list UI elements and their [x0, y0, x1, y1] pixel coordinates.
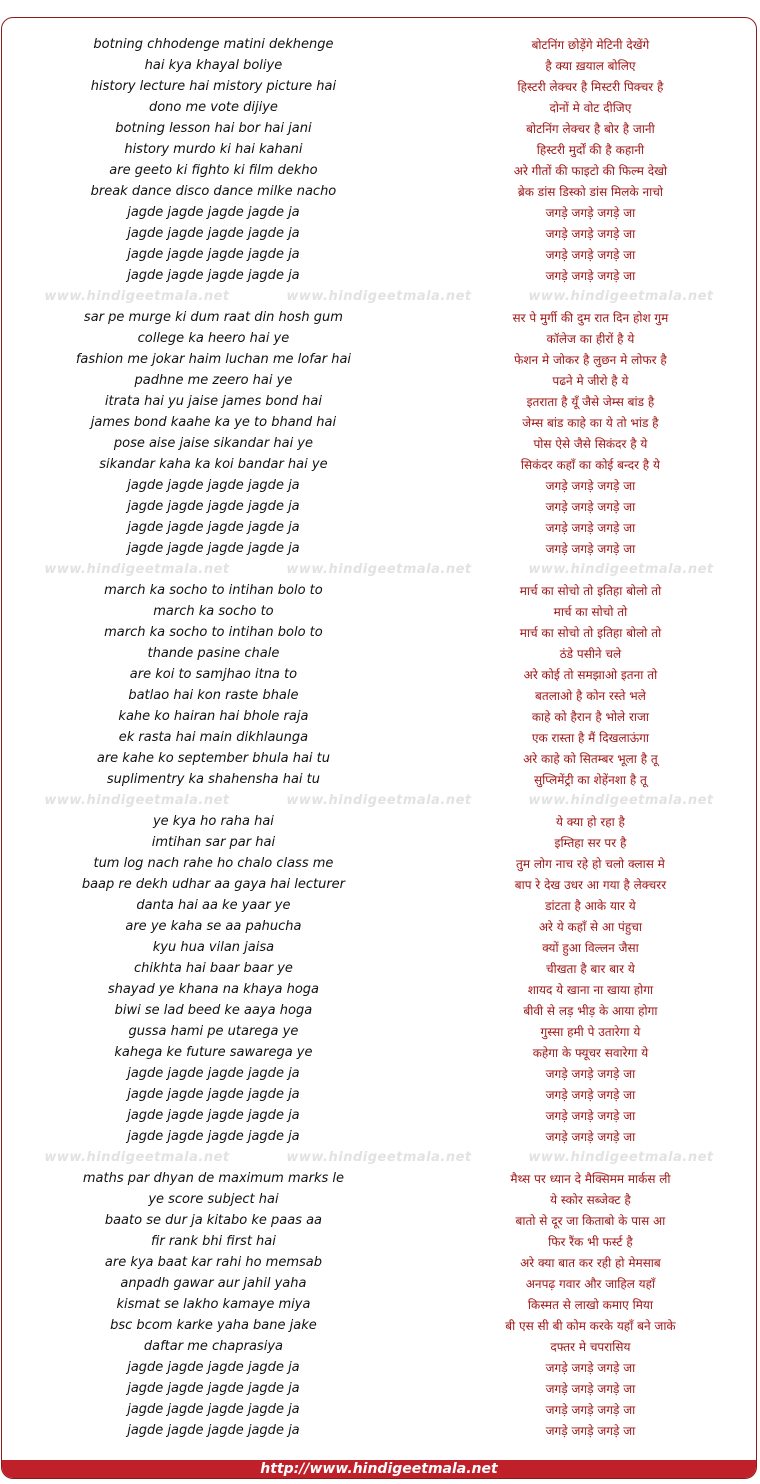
romanized-lyric: batlao hai kon raste bhale	[128, 688, 299, 703]
hindi-lyric: जगड़े जगड़े जगड़े जा	[545, 479, 636, 493]
romanized-lyric: jagde jagde jagde jagde ja	[127, 205, 300, 220]
romanized-lyric: ye score subject hai	[148, 1192, 279, 1207]
watermark-text: www.hindigeetmala.net	[286, 562, 472, 577]
lyric-line	[2, 1357, 756, 1378]
watermark-text: www.hindigeetmala.net	[44, 793, 230, 808]
lyric-line	[2, 1105, 756, 1126]
hindi-lyric: मार्च का सोचो तो	[553, 605, 628, 619]
lyric-line	[2, 979, 756, 1000]
hindi-lyric: जगड़े जगड़े जगड़े जा	[545, 227, 636, 241]
hindi-lyric: चीखता है बार बार ये	[546, 962, 635, 976]
hindi-lyric: बाप रे देख उधर आ गया है लेक्चरर	[514, 878, 667, 892]
watermark-text: www.hindigeetmala.net	[528, 1150, 714, 1165]
romanized-lyric: jagde jagde jagde jagde ja	[127, 1360, 300, 1375]
lyric-line	[2, 538, 756, 559]
hindi-lyric: फिर रैंक भी फर्स्ट है	[548, 1235, 633, 1249]
lyric-line	[2, 391, 756, 412]
romanized-lyric: are geeto ki fighto ki film dekho	[109, 163, 318, 178]
hindi-lyric: जगड़े जगड़े जगड़े जा	[545, 1067, 636, 1081]
romanized-lyric: jagde jagde jagde jagde ja	[127, 1129, 300, 1144]
romanized-lyric: jagde jagde jagde jagde ja	[127, 520, 300, 535]
lyric-line	[2, 1294, 756, 1315]
lyric-line	[2, 1084, 756, 1105]
hindi-lyric: हिस्टरी मुर्दों की है कहानी	[536, 143, 645, 157]
lyric-line	[2, 1378, 756, 1399]
hindi-lyric: अरे ये कहाँ से आ पंहुचा	[538, 920, 642, 934]
watermark-text: www.hindigeetmala.net	[44, 1150, 230, 1165]
hindi-lyric: जगड़े जगड़े जगड़े जा	[545, 269, 636, 283]
romanized-lyric: kahega ke future sawarega ye	[114, 1045, 313, 1060]
lyric-line	[2, 496, 756, 517]
lyric-line	[2, 685, 756, 706]
hindi-lyric: सुप्लिमेंट्री का शेहेंनशा है तू	[534, 773, 647, 787]
lyric-line	[2, 370, 756, 391]
lyric-line	[2, 1000, 756, 1021]
romanized-lyric: chikhta hai baar baar ye	[133, 961, 293, 976]
hindi-lyric: तुम लोग नाच रहे हो चलो क्लास मे	[516, 857, 665, 871]
watermark-row	[2, 559, 756, 580]
romanized-lyric: suplimentry ka shahensha hai tu	[106, 772, 320, 787]
romanized-lyric: kahe ko hairan hai bhole raja	[118, 709, 309, 724]
romanized-lyric: history murdo ki hai kahani	[124, 142, 303, 157]
watermark-text: www.hindigeetmala.net	[528, 289, 714, 304]
romanized-lyric: jagde jagde jagde jagde ja	[127, 1402, 300, 1417]
hindi-lyric: एक रास्ता है मैं दिखलाऊंगा	[531, 731, 649, 745]
lyrics-content	[2, 34, 756, 1441]
hindi-lyric: बीवी से लड़ भीड़ के आया होगा	[523, 1004, 658, 1018]
lyric-line	[2, 202, 756, 223]
lyric-line	[2, 643, 756, 664]
romanized-lyric: gussa hami pe utarega ye	[128, 1024, 299, 1039]
lyric-line	[2, 1231, 756, 1252]
hindi-lyric: जगड़े जगड़े जगड़े जा	[545, 521, 636, 535]
hindi-lyric: अरे कोई तो समझाओ इतना तो	[523, 668, 658, 682]
lyric-line	[2, 433, 756, 454]
lyric-line	[2, 1336, 756, 1357]
hindi-lyric: ब्रेक डांस डिस्को डांस मिलके नाचो	[517, 185, 663, 199]
hindi-lyric: जगड़े जगड़े जगड़े जा	[545, 206, 636, 220]
lyric-line	[2, 853, 756, 874]
romanized-lyric: jagde jagde jagde jagde ja	[127, 268, 300, 283]
romanized-lyric: jagde jagde jagde jagde ja	[127, 1381, 300, 1396]
romanized-lyric: are ye kaha se aa pahucha	[125, 919, 302, 934]
lyric-line	[2, 412, 756, 433]
watermark-text: www.hindigeetmala.net	[528, 793, 714, 808]
lyric-line	[2, 160, 756, 181]
romanized-lyric: jagde jagde jagde jagde ja	[127, 247, 300, 262]
hindi-lyric: जगड़े जगड़े जगड़े जा	[545, 248, 636, 262]
lyric-line	[2, 517, 756, 538]
romanized-lyric: jagde jagde jagde jagde ja	[127, 1066, 300, 1081]
hindi-lyric: डांटता है आके यार ये	[545, 899, 636, 913]
lyric-line	[2, 601, 756, 622]
hindi-lyric: सर पे मुर्गी की दुम रात दिन होश गुम	[512, 311, 669, 325]
hindi-lyric: शायद ये खाना ना खाया होगा	[527, 983, 654, 997]
romanized-lyric: anpadh gawar aur jahil yaha	[120, 1276, 307, 1291]
watermark-text: www.hindigeetmala.net	[528, 562, 714, 577]
hindi-lyric: जगड़े जगड़े जगड़े जा	[545, 1088, 636, 1102]
romanized-lyric: march ka socho to intihan bolo to	[104, 583, 323, 598]
hindi-lyric: ठंडे पसीने चले	[559, 647, 622, 661]
lyric-line	[2, 580, 756, 601]
lyric-line	[2, 76, 756, 97]
romanized-lyric: bsc bcom karke yaha bane jake	[110, 1318, 317, 1333]
romanized-lyric: itrata hai yu jaise james bond hai	[104, 394, 322, 409]
romanized-lyric: baato se dur ja kitabo ke paas aa	[104, 1213, 323, 1228]
romanized-lyric: imtihan sar par hai	[151, 835, 276, 850]
hindi-lyric: मैथ्स पर ध्यान दे मैक्सिमम मार्कस ली	[510, 1172, 671, 1186]
hindi-lyric: गुस्सा हमी पे उतारेगा ये	[540, 1025, 641, 1039]
footer-bar	[2, 1460, 756, 1478]
hindi-lyric: जगड़े जगड़े जगड़े जा	[545, 1403, 636, 1417]
lyric-line	[2, 139, 756, 160]
romanized-lyric: jagde jagde jagde jagde ja	[127, 541, 300, 556]
hindi-lyric: जगड़े जगड़े जगड़े जा	[545, 1361, 636, 1375]
lyric-line	[2, 706, 756, 727]
lyric-line	[2, 1420, 756, 1441]
hindi-lyric: जगड़े जगड़े जगड़े जा	[545, 1382, 636, 1396]
lyric-line	[2, 958, 756, 979]
romanized-lyric: sar pe murge ki dum raat din hosh gum	[83, 310, 343, 325]
hindi-lyric: है क्या ख़याल बोलिए	[545, 59, 636, 73]
lyric-line	[2, 244, 756, 265]
hindi-lyric: कहेगा के फ्यूचर सवारेगा ये	[532, 1046, 649, 1060]
hindi-lyric: इम्तिहा सर पर है	[554, 836, 627, 850]
lyric-line	[2, 622, 756, 643]
hindi-lyric: अनपढ़ गवार और जाहिल यहाँ	[525, 1277, 656, 1291]
romanized-lyric: hai kya khayal boliye	[144, 58, 283, 73]
hindi-lyric: जगड़े जगड़े जगड़े जा	[545, 500, 636, 514]
romanized-lyric: james bond kaahe ka ye to bhand hai	[90, 415, 337, 430]
watermark-text: www.hindigeetmala.net	[286, 793, 472, 808]
lyric-line	[2, 1126, 756, 1147]
romanized-lyric: shayad ye khana na khaya hoga	[107, 982, 320, 997]
lyric-line	[2, 832, 756, 853]
lyric-line	[2, 664, 756, 685]
hindi-lyric: क्यों हुआ विल्लन जैसा	[542, 941, 639, 955]
hindi-lyric: जगड़े जगड़े जगड़े जा	[545, 542, 636, 556]
hindi-lyric: काहे को हैरान है भोले राजा	[531, 710, 650, 724]
lyric-line	[2, 1273, 756, 1294]
romanized-lyric: biwi se lad beed ke aaya hoga	[114, 1003, 313, 1018]
lyric-line	[2, 1189, 756, 1210]
hindi-lyric: मार्च का सोचो तो इतिहा बोलो तो	[519, 584, 662, 598]
romanized-lyric: kismat se lakho kamaye miya	[116, 1297, 311, 1312]
romanized-lyric: thande pasine chale	[147, 646, 280, 661]
hindi-lyric: फेशन मे जोकर है लुछन मे लोफर है	[514, 353, 667, 367]
hindi-lyric: जगड़े जगड़े जगड़े जा	[545, 1109, 636, 1123]
romanized-lyric: pose aise jaise sikandar hai ye	[113, 436, 313, 451]
watermark-row	[2, 1147, 756, 1168]
lyric-line	[2, 1315, 756, 1336]
hindi-lyric: बातो से दूर जा किताबो के पास आ	[515, 1214, 666, 1228]
romanized-lyric: fashion me jokar haim luchan me lofar hai	[75, 352, 352, 367]
lyric-line	[2, 748, 756, 769]
romanized-lyric: jagde jagde jagde jagde ja	[127, 1087, 300, 1102]
hindi-lyric: सिकंदर कहाँ का कोई बन्दर है ये	[520, 458, 660, 472]
romanized-lyric: jagde jagde jagde jagde ja	[127, 226, 300, 241]
lyric-line	[2, 916, 756, 937]
lyric-line	[2, 181, 756, 202]
lyric-line	[2, 223, 756, 244]
lyric-line	[2, 874, 756, 895]
lyric-line	[2, 1042, 756, 1063]
romanized-lyric: jagde jagde jagde jagde ja	[127, 1108, 300, 1123]
romanized-lyric: ye kya ho raha hai	[152, 814, 274, 829]
hindi-lyric: पोस ऐसे जैसे सिकंदर है ये	[533, 437, 648, 451]
hindi-lyric: अरे क्या बात कर रही हो मेमसाब	[520, 1256, 661, 1270]
romanized-lyric: jagde jagde jagde jagde ja	[127, 499, 300, 514]
hindi-lyric: कॉलेज का हीरों है ये	[546, 332, 635, 346]
romanized-lyric: padhne me zeero hai ye	[134, 373, 293, 388]
hindi-lyric: जगड़े जगड़े जगड़े जा	[545, 1130, 636, 1144]
romanized-lyric: dono me vote dijiye	[148, 100, 278, 115]
romanized-lyric: tum log nach rahe ho chalo class me	[93, 856, 334, 871]
romanized-lyric: daftar me chaprasiya	[143, 1339, 283, 1354]
watermark-row	[2, 286, 756, 307]
hindi-lyric: इतराता है यूँ जैसे जेम्स बांड है	[526, 395, 655, 409]
romanized-lyric: botning lesson hai bor hai jani	[115, 121, 312, 136]
lyric-line	[2, 475, 756, 496]
lyric-line	[2, 97, 756, 118]
watermark-text: www.hindigeetmala.net	[44, 289, 230, 304]
romanized-lyric: are kahe ko september bhula hai tu	[96, 751, 331, 766]
romanized-lyric: fir rank bhi first hai	[150, 1234, 276, 1249]
romanized-lyric: are koi to samjhao itna to	[129, 667, 298, 682]
romanized-lyric: college ka heero hai ye	[137, 331, 290, 346]
hindi-lyric: बोटनिंग लेक्चर है बोर है जानी	[526, 122, 655, 136]
lyric-line	[2, 265, 756, 286]
lyric-line	[2, 811, 756, 832]
lyric-line	[2, 34, 756, 55]
lyric-line	[2, 328, 756, 349]
watermark-text: www.hindigeetmala.net	[286, 1150, 472, 1165]
watermark-text: www.hindigeetmala.net	[44, 562, 230, 577]
lyric-line	[2, 937, 756, 958]
lyric-line	[2, 307, 756, 328]
hindi-lyric: पढने मे जीरो है ये	[552, 374, 629, 388]
hindi-lyric: ये क्या हो रहा है	[555, 815, 625, 829]
hindi-lyric: बी एस सी बी कोम करके यहाँ बने जाके	[505, 1319, 676, 1333]
romanized-lyric: sikandar kaha ka koi bandar hai ye	[99, 457, 328, 472]
watermark-text: www.hindigeetmala.net	[286, 289, 472, 304]
romanized-lyric: baap re dekh udhar aa gaya hai lecturer	[81, 877, 346, 892]
romanized-lyric: march ka socho to intihan bolo to	[104, 625, 323, 640]
lyric-line	[2, 55, 756, 76]
lyric-line	[2, 1021, 756, 1042]
watermark-row	[2, 790, 756, 811]
hindi-lyric: बोटनिंग छोड़ेंगे मेटिनी देखेंगे	[531, 38, 650, 52]
lyric-line	[2, 895, 756, 916]
lyric-line	[2, 1063, 756, 1084]
romanized-lyric: botning chhodenge matini dekhenge	[93, 37, 334, 52]
hindi-lyric: अरे काहे को सितम्बर भूला है तू	[523, 752, 658, 766]
lyrics-frame	[1, 17, 757, 1479]
hindi-lyric: मार्च का सोचो तो इतिहा बोलो तो	[519, 626, 662, 640]
romanized-lyric: danta hai aa ke yaar ye	[136, 898, 291, 913]
lyric-line	[2, 349, 756, 370]
lyric-line	[2, 118, 756, 139]
lyric-line	[2, 727, 756, 748]
romanized-lyric: maths par dhyan de maximum marks le	[82, 1171, 344, 1186]
hindi-lyric: किस्मत से लाखो कमाए मिया	[527, 1298, 653, 1312]
lyric-line	[2, 769, 756, 790]
hindi-lyric: जेम्स बांड काहे का ये तो भांड है	[522, 416, 659, 430]
hindi-lyric: हिस्टरी लेक्चर है मिस्टरी पिक्चर है	[517, 80, 664, 94]
lyric-line	[2, 1399, 756, 1420]
hindi-lyric: दफ्तर मे चपरासिय	[550, 1340, 631, 1354]
lyric-line	[2, 1168, 756, 1189]
footer-url[interactable]: http://www.hindigeetmala.net	[260, 1461, 498, 1477]
romanized-lyric: kyu hua vilan jaisa	[152, 940, 275, 955]
romanized-lyric: march ka socho to	[153, 604, 274, 619]
romanized-lyric: history lecture hai mistory picture hai	[90, 79, 337, 94]
hindi-lyric: दोनों मे वोट दीजिए	[549, 101, 632, 115]
romanized-lyric: jagde jagde jagde jagde ja	[127, 1423, 300, 1438]
lyric-line	[2, 454, 756, 475]
hindi-lyric: जगड़े जगड़े जगड़े जा	[545, 1424, 636, 1438]
romanized-lyric: jagde jagde jagde jagde ja	[127, 478, 300, 493]
romanized-lyric: break dance disco dance milke nacho	[90, 184, 337, 199]
lyric-line	[2, 1210, 756, 1231]
romanized-lyric: are kya baat kar rahi ho memsab	[104, 1255, 322, 1270]
hindi-lyric: बतलाओ है कोन रस्ते भले	[535, 689, 646, 703]
lyric-line	[2, 1252, 756, 1273]
hindi-lyric: अरे गीतों की फाइटो की फिल्म देखो	[513, 164, 668, 178]
romanized-lyric: ek rasta hai main dikhlaunga	[118, 730, 309, 745]
hindi-lyric: ये स्कोर सब्जेक्ट है	[550, 1193, 631, 1207]
